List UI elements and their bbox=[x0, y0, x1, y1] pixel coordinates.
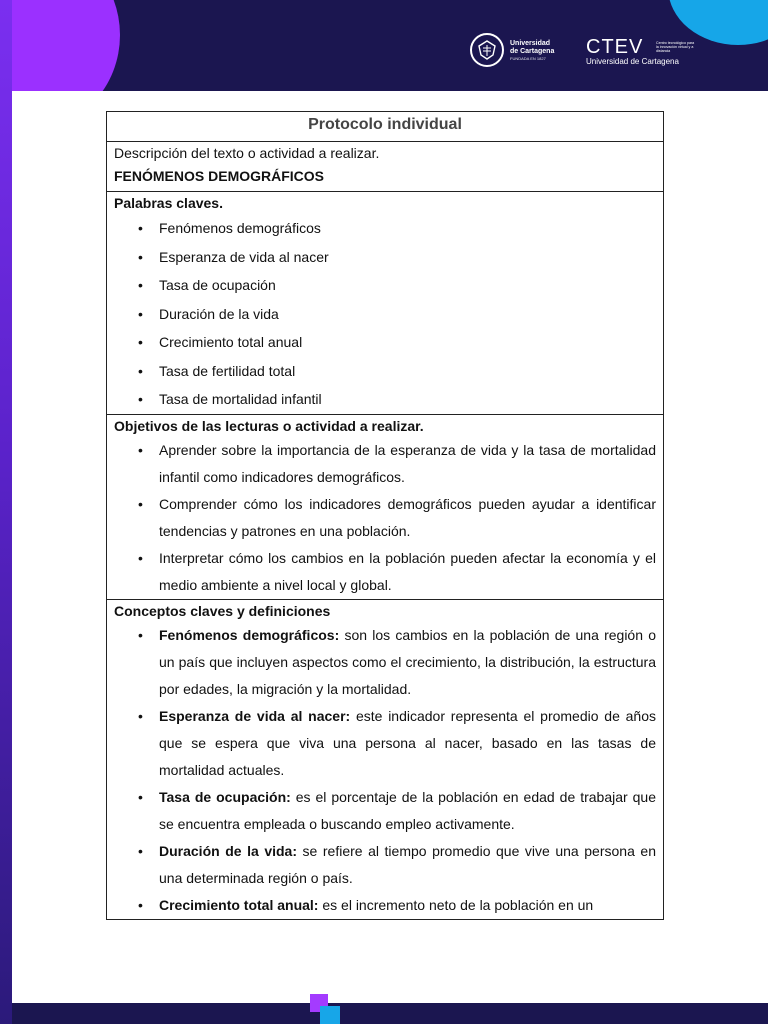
keywords-cell bbox=[107, 192, 664, 415]
university-logo-motto: FUNDADA EN 1827 bbox=[510, 55, 546, 61]
list-item: • Tasa de ocupación bbox=[114, 271, 656, 300]
objectives-cell bbox=[107, 414, 664, 599]
concept-definition: es el incremento neto de la población en un bbox=[318, 896, 594, 913]
list-item: • Tasa de fertilidad total bbox=[114, 357, 656, 386]
concept-term: Fenómenos demográficos: bbox=[159, 626, 340, 643]
ctev-logo-tagline: Centro tecnológico para la innovación virtual y a distancia bbox=[656, 41, 695, 54]
keywords-list bbox=[114, 214, 656, 414]
list-item: • Duración de la vida bbox=[114, 300, 656, 329]
objectives-heading: Objetivos de las lecturas o actividad a realizar. bbox=[114, 417, 424, 434]
concepts-cell bbox=[107, 599, 664, 919]
decorative-cyan-blob bbox=[668, 0, 768, 45]
list-item bbox=[114, 703, 656, 784]
list-item bbox=[114, 622, 656, 703]
ctev-logo-subtitle: Universidad de Cartagena bbox=[586, 57, 679, 66]
university-logo-line1: Universidad bbox=[510, 39, 551, 47]
description-label: Descripción del texto o actividad a realizar. bbox=[114, 145, 380, 161]
list-item: • Interpretar cómo los cambios en la población pueden afectar la economía y el medio ambiente a nivel local y global. bbox=[114, 545, 656, 599]
list-item: • Fenómenos demográficos bbox=[114, 214, 656, 243]
description-cell bbox=[107, 142, 664, 192]
concept-term: Esperanza de vida al nacer: bbox=[159, 707, 351, 724]
ctev-logo-text: CTEV bbox=[586, 36, 644, 58]
concept-definition: se refiere al tiempo promedio que vive una persona en una determinada región o país. bbox=[159, 842, 656, 886]
ctev-logo bbox=[586, 36, 695, 67]
list-item: • Tasa de mortalidad infantil bbox=[114, 385, 656, 414]
list-item: • Aprender sobre la importancia de la esperanza de vida y la tasa de mortalidad infantil como indicadores demográficos. bbox=[114, 437, 656, 491]
concepts-heading: Conceptos claves y definiciones bbox=[114, 602, 331, 619]
protocol-title: Protocolo individual bbox=[107, 112, 664, 142]
university-logo bbox=[470, 33, 554, 67]
list-item: • Comprender cómo los indicadores demográficos pueden ayudar a identificar tendencias y patrones en una población. bbox=[114, 491, 656, 545]
concept-term: Duración de la vida: bbox=[159, 842, 297, 859]
objectives-list bbox=[114, 437, 656, 599]
list-item: • Esperanza de vida al nacer bbox=[114, 243, 656, 272]
topic-title: FENÓMENOS DEMOGRÁFICOS bbox=[114, 168, 325, 184]
concept-definition: son los cambios en la población de una región o un país que incluyen aspectos como el crecimiento, la distribución, la estructura por edades, la migración y la mortalidad. bbox=[159, 626, 656, 697]
concept-definition: es el porcentaje de la población en edad de trabajar que se encuentra empleada o buscando empleo activamente. bbox=[159, 788, 656, 832]
university-logo-line2: de Cartagena bbox=[510, 47, 555, 55]
decorative-left-stripe bbox=[0, 0, 12, 1024]
concept-term: Crecimiento total anual: bbox=[159, 896, 319, 913]
list-item: • Crecimiento total anual bbox=[114, 328, 656, 357]
university-seal-icon bbox=[470, 33, 504, 67]
protocol-table bbox=[106, 111, 664, 920]
list-item bbox=[114, 892, 656, 919]
concept-term: Tasa de ocupación: bbox=[159, 788, 291, 805]
concept-definition: este indicador representa el promedio de años que se espera que viva una persona al nacer, basado en las tasas de mortalidad actuales. bbox=[159, 707, 656, 778]
decorative-cyan-square bbox=[320, 1006, 340, 1024]
list-item bbox=[114, 838, 656, 892]
list-item bbox=[114, 784, 656, 838]
keywords-heading: Palabras claves. bbox=[114, 195, 223, 211]
concepts-list bbox=[114, 622, 656, 919]
